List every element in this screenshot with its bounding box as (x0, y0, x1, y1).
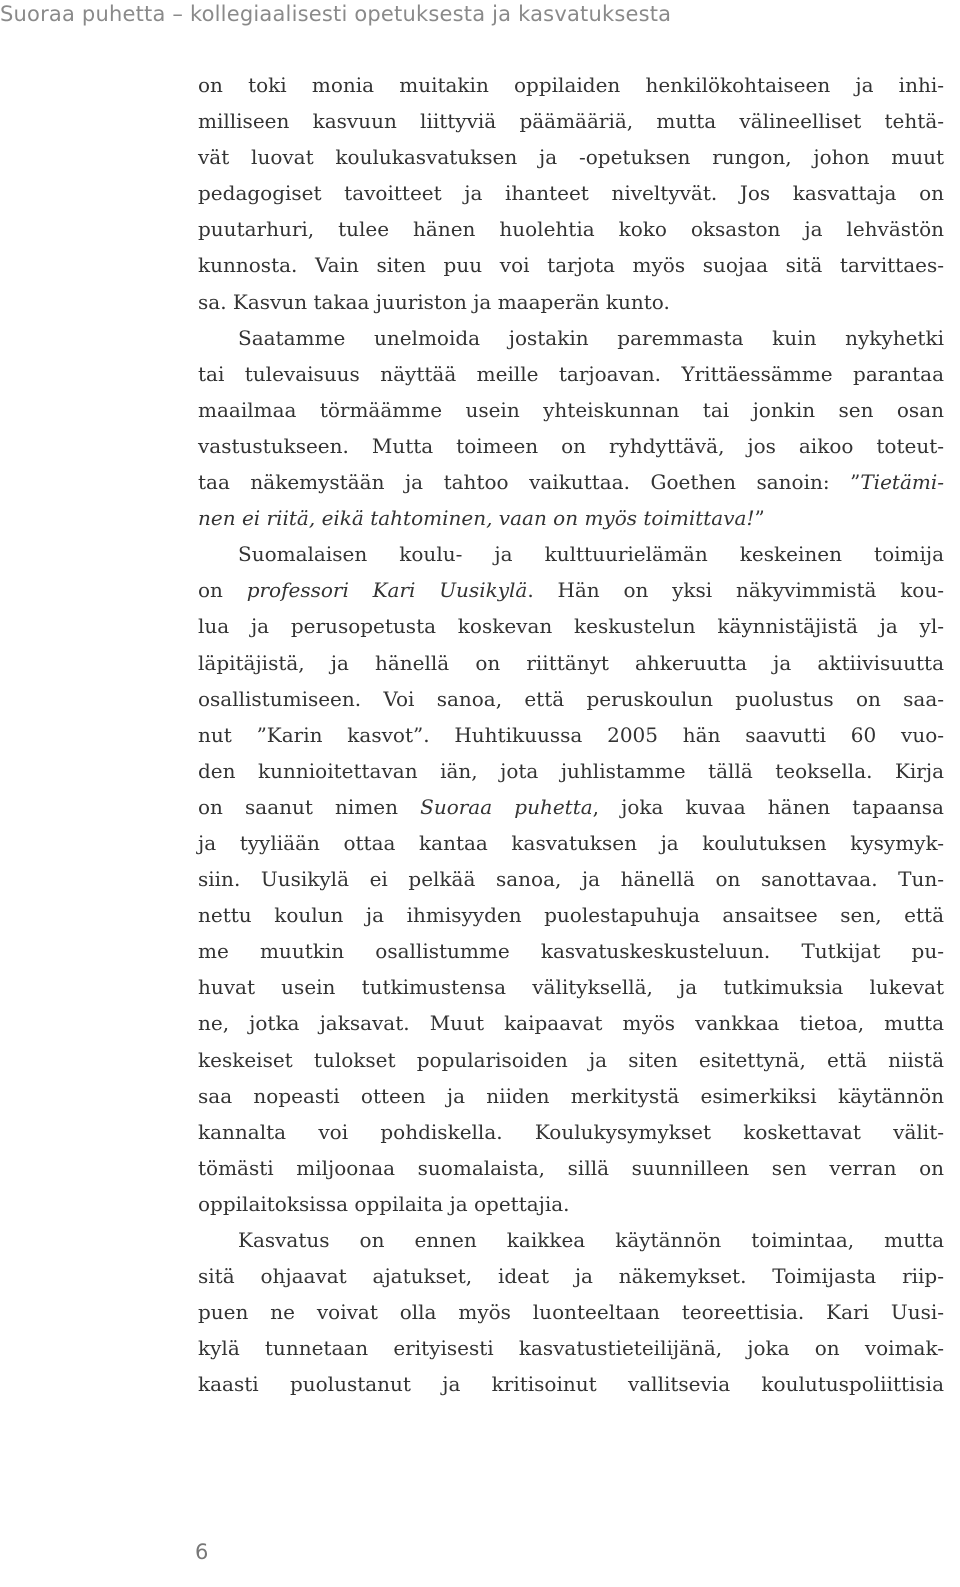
text-line (198, 392, 944, 428)
italic-text: Suoraa puhetta (420, 794, 593, 819)
text-segment: ” (754, 506, 765, 531)
text-line (198, 1258, 944, 1294)
text-segment: osallistumiseen. Voi sanoa, että peruskoulun puolustus on saa- (198, 686, 944, 711)
running-head: Suoraa puhetta – kollegiaalisesti opetuksesta ja kasvatuksesta (0, 2, 672, 26)
text-segment: taa näkemystään ja tahtoo vaikuttaa. Goethen sanoin: ” (198, 470, 861, 495)
text-line (198, 969, 944, 1005)
text-line (198, 103, 944, 139)
text-line (198, 67, 944, 103)
text-segment: huvat usein tutkimustensa välityksellä, ja tutkimuksia lukevat (198, 975, 944, 1000)
text-segment: sitä ohjaavat ajatukset, ideat ja näkemykset. Toimijasta riip- (198, 1264, 944, 1289)
text-segment: . Hän on yksi näkyvimmistä kou- (527, 578, 944, 603)
text-segment: pedagogiset tavoitteet ja ihanteet niveltyvät. Jos kasvattaja on (198, 181, 944, 206)
text-line (198, 572, 944, 608)
text-line (198, 608, 944, 644)
text-segment: läpitäjistä, ja hänellä on riittänyt ahkeruutta ja aktiivisuutta (198, 650, 944, 675)
italic-text: Tietämi- (860, 470, 944, 495)
text-segment: kunnosta. Vain siten puu voi tarjota myös suojaa sitä tarvittaes- (198, 253, 944, 278)
text-segment: tai tulevaisuus näyttää meille tarjoavan. Yrittäessämme parantaa (198, 361, 944, 386)
text-line (198, 1114, 944, 1150)
text-segment: saa nopeasti otteen ja niiden merkitystä esimerkiksi käytännön (198, 1083, 944, 1108)
text-segment: siin. Uusikylä ei pelkää sanoa, ja hänellä on sanottavaa. Tun- (198, 867, 944, 892)
text-line (198, 1186, 944, 1222)
text-line (198, 247, 944, 283)
text-line (198, 645, 944, 681)
text-segment: puen ne voivat olla myös luonteeltaan teoreettisia. Kari Uusi- (198, 1300, 944, 1325)
text-segment: , joka kuvaa hänen tapaansa (592, 794, 944, 819)
text-line (198, 1150, 944, 1186)
text-line (198, 536, 944, 572)
text-line (198, 1078, 944, 1114)
text-line (198, 681, 944, 717)
text-segment: on saanut nimen (198, 794, 421, 819)
text-segment: keskeiset tulokset popularisoiden ja siten esitettynä, että niistä (198, 1047, 944, 1072)
text-segment: oppilaitoksissa oppilaita ja opettajia. (198, 1191, 570, 1216)
text-line (198, 139, 944, 175)
text-line (198, 320, 944, 356)
text-segment: Kasvatus on ennen kaikkea käytännön toimintaa, mutta (238, 1228, 944, 1252)
text-segment: tömästi miljoonaa suomalaista, sillä suunnilleen sen verran on (198, 1155, 944, 1180)
text-segment: den kunnioitettavan iän, jota juhlistamme tällä teoksella. Kirja (198, 758, 944, 783)
text-segment: milliseen kasvuun liittyviä päämääriä, mutta välineelliset tehtä- (198, 109, 944, 134)
text-line (198, 861, 944, 897)
text-line (198, 284, 944, 320)
text-line (198, 1294, 944, 1330)
text-line (198, 825, 944, 861)
text-segment: ja tyyliään ottaa kantaa kasvatuksen ja koulutuksen kysymyk- (198, 830, 944, 855)
text-line (198, 753, 944, 789)
text-segment: ne, jotka jaksavat. Muut kaipaavat myös vankkaa tietoa, mutta (198, 1011, 944, 1036)
italic-text: nen ei riitä, eikä tahtominen, vaan on myös toimittava! (198, 506, 755, 531)
text-segment: Suomalaisen koulu- ja kulttuurielämän keskeinen toimija (238, 542, 944, 567)
text-line (198, 1366, 944, 1402)
text-segment: lua ja perusopetusta koskevan keskustelun käynnistäjistä ja yl- (198, 614, 944, 639)
text-line (198, 1330, 944, 1366)
text-line (198, 428, 944, 464)
text-line (198, 356, 944, 392)
text-line (198, 500, 944, 536)
text-segment: on toki monia muitakin oppilaiden henkilökohtaiseen ja inhi- (198, 73, 944, 97)
text-line (198, 1222, 944, 1258)
text-segment: me muutkin osallistumme kasvatuskeskusteluun. Tutkijat pu- (198, 939, 944, 964)
body-text (198, 67, 944, 1402)
text-line (198, 717, 944, 753)
text-line (198, 789, 944, 825)
page-number: 6 (195, 1540, 209, 1564)
text-line (198, 1005, 944, 1041)
text-line (198, 211, 944, 247)
text-segment: vät luovat koulukasvatuksen ja -opetuksen rungon, johon muut (198, 145, 944, 170)
text-segment: nettu koulun ja ihmisyyden puolestapuhuja ansaitsee sen, että (198, 903, 944, 928)
text-line (198, 933, 944, 969)
text-segment: vastustukseen. Mutta toimeen on ryhdyttävä, jos aikoo toteut- (198, 433, 944, 458)
text-line (198, 897, 944, 933)
text-segment: kaasti puolustanut ja kritisoinut vallitsevia koulutuspoliittisia (198, 1372, 944, 1397)
text-segment: kylä tunnetaan erityisesti kasvatustieteilijänä, joka on voimak- (198, 1336, 944, 1361)
text-line (198, 464, 944, 500)
text-segment: nut ”Karin kasvot”. Huhtikuussa 2005 hän saavutti 60 vuo- (198, 722, 944, 747)
text-segment: puutarhuri, tulee hänen huolehtia koko oksaston ja lehvästön (198, 217, 944, 242)
text-segment: kannalta voi pohdiskella. Koulukysymykset koskettavat välit- (198, 1119, 944, 1144)
italic-text: professori Kari Uusikylä (246, 578, 528, 603)
text-line (198, 1042, 944, 1078)
text-line (198, 175, 944, 211)
text-segment: Saatamme unelmoida jostakin paremmasta kuin nykyhetki (238, 325, 944, 350)
text-segment: sa. Kasvun takaa juuriston ja maaperän kunto. (198, 289, 670, 314)
text-segment: maailmaa törmäämme usein yhteiskunnan tai jonkin sen osan (198, 397, 944, 422)
text-segment: on (198, 578, 247, 603)
